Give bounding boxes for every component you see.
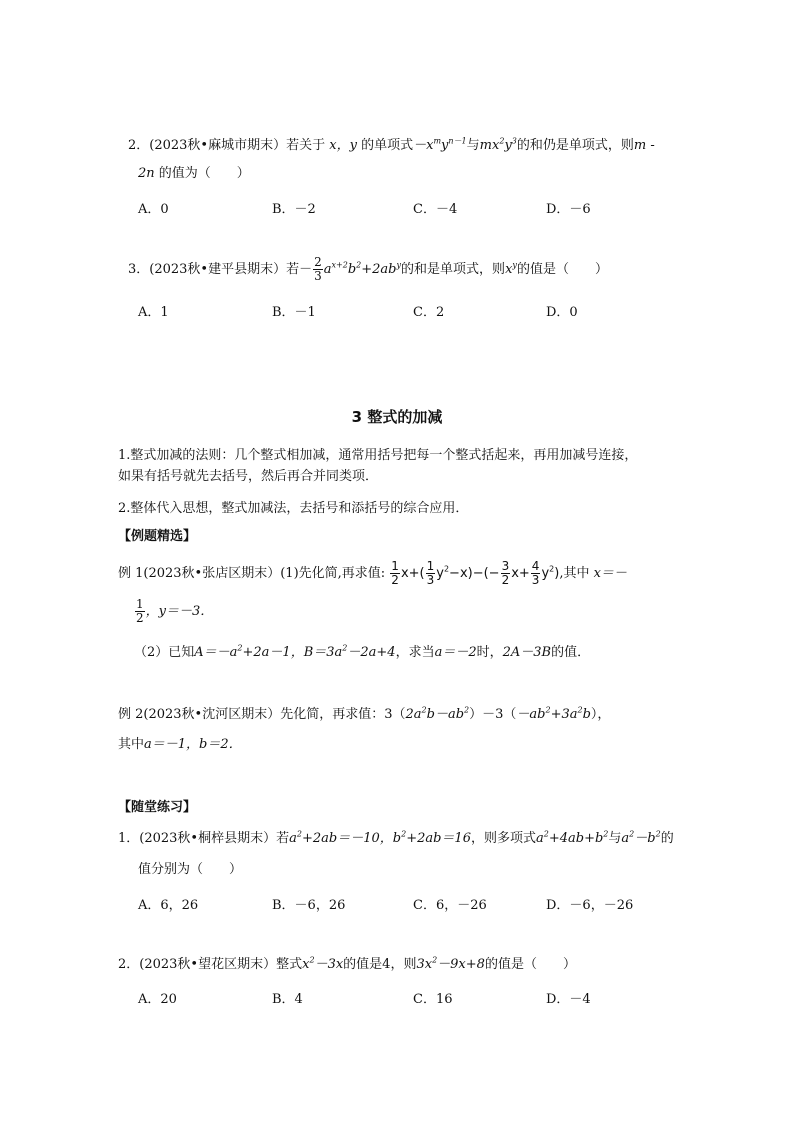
option-b[interactable]: B．－2 bbox=[272, 202, 316, 217]
option-c[interactable]: C．2 bbox=[413, 305, 445, 320]
practice-header: 【随堂练习】 bbox=[118, 800, 197, 815]
expression: $2a^2b-ab^2$ bbox=[405, 705, 470, 722]
condition: ，y＝－3． bbox=[145, 604, 214, 619]
question-text: 若－ bbox=[286, 262, 313, 277]
expression: $a^2-b^2$ bbox=[621, 829, 661, 846]
example-text: （2）已知 bbox=[134, 645, 195, 660]
example-text: ）－3（ bbox=[469, 707, 517, 722]
option-a[interactable]: A．0 bbox=[138, 202, 169, 217]
example-text: 例 1(2023秋•张店区期末）(1)先化简,再求值: bbox=[118, 566, 386, 581]
question-text: 与 bbox=[466, 138, 480, 153]
fraction bbox=[313, 256, 323, 283]
question-number: 1． bbox=[118, 831, 140, 846]
question-text: 的和仍是单项式，则 bbox=[516, 138, 634, 153]
question-number: 2． bbox=[128, 138, 150, 153]
option-d[interactable]: D．0 bbox=[546, 305, 578, 320]
variables: x，y bbox=[329, 138, 357, 153]
expression: $A=-a^2+2a-1$，$B=3a^2-2a+4$ bbox=[194, 643, 396, 660]
expression: $a^2+2ab=-10$，$b^2+2ab=16$ bbox=[289, 829, 471, 846]
option-b[interactable]: B．－1 bbox=[272, 305, 316, 320]
practice-question-2 bbox=[118, 957, 576, 973]
option-b[interactable]: B．－6，26 bbox=[272, 898, 346, 913]
question-text: 整式 bbox=[276, 957, 303, 972]
option-c[interactable]: C．－4 bbox=[413, 202, 458, 217]
numerator: 2 bbox=[314, 255, 322, 269]
example-text: ,其中 bbox=[559, 566, 590, 581]
example-1 bbox=[118, 555, 627, 593]
fraction: $\frac{1}{2}$ bbox=[136, 597, 144, 625]
expression: $x^y$ bbox=[505, 260, 517, 277]
option-a[interactable]: A．6，26 bbox=[138, 898, 199, 913]
denominator: 3 bbox=[314, 269, 322, 283]
rule-paragraph-line1: 1.整式加减的法则：几个整式相加减，通常用括号把每一个整式括起来，再用加减号连接， bbox=[118, 448, 638, 463]
option-d[interactable]: D．－6 bbox=[546, 202, 591, 217]
example-text: 的值． bbox=[551, 645, 591, 660]
question-number: 3． bbox=[128, 262, 150, 277]
question-text: 的 bbox=[660, 831, 674, 846]
question-text: 的单项式 bbox=[361, 138, 414, 153]
question-text: 的值是（ ） bbox=[516, 262, 608, 277]
example-text: 其中 bbox=[118, 737, 145, 752]
question-text: 的值为（ ） bbox=[158, 166, 250, 181]
question-text: 的值是（ ） bbox=[484, 957, 576, 972]
example-text: 例 2(2023秋•沈河区期末）先化简，再求值：3（ bbox=[118, 707, 406, 722]
option-a[interactable]: A．1 bbox=[138, 305, 169, 320]
question-number: 2． bbox=[118, 957, 140, 972]
question-3-top bbox=[128, 255, 608, 285]
example-text: ）， bbox=[590, 707, 611, 722]
question-source: (2023秋•建平县期末） bbox=[149, 262, 287, 277]
question-text: 与 bbox=[608, 831, 622, 846]
expression: $\frac{1}{2}$ x+( $\frac{1}{3}$ $y^2-x)-(-$ $\frac{3}{2}$ x+ $\frac{4}{3}$ $y^2$) bbox=[391, 559, 560, 587]
expression: $-ab^2+3a^2b$ bbox=[516, 705, 591, 722]
expression: $a^{x+2}b^2+2ab^y$ bbox=[323, 260, 402, 277]
example-text: 时， bbox=[476, 645, 503, 660]
option-b[interactable]: B．4 bbox=[272, 992, 303, 1007]
question-text: 的和是单项式，则 bbox=[401, 262, 506, 277]
question-source: (2023秋•麻城市期末） bbox=[149, 138, 287, 153]
question-source: (2023秋•桐梓县期末） bbox=[139, 831, 277, 846]
expression: $x^2-3x$ bbox=[302, 955, 344, 972]
monomial-2: $mx^2y^3$ bbox=[479, 136, 517, 153]
option-d[interactable]: D．－6，－26 bbox=[546, 898, 634, 913]
question-2-top bbox=[128, 138, 655, 154]
question-source: (2023秋•望花区期末） bbox=[139, 957, 277, 972]
practice-question-1 bbox=[118, 831, 674, 847]
example-text: ，求当 bbox=[395, 645, 435, 660]
practice-question-1-line2: 值分别为（ ） bbox=[138, 862, 243, 877]
condition: a＝－2 bbox=[434, 645, 477, 660]
question-2-line2 bbox=[138, 166, 250, 182]
section-title: 3 整式的加减 bbox=[351, 408, 443, 426]
examples-header: 【例题精选】 bbox=[118, 529, 197, 544]
example-2-condition bbox=[118, 737, 242, 753]
expression: $3x^2-9x+8$ bbox=[416, 955, 485, 972]
example-1-condition bbox=[134, 597, 213, 627]
question-text: 若关于 bbox=[286, 138, 326, 153]
option-c[interactable]: C．16 bbox=[413, 992, 453, 1007]
option-d[interactable]: D．－4 bbox=[546, 992, 591, 1007]
rule-paragraph-line2: 如果有括号就先去括号，然后再合并同类项． bbox=[118, 469, 379, 484]
expression: 2A－3B bbox=[502, 645, 552, 660]
monomial-1: $-x^my^{n-1}$ bbox=[413, 136, 467, 153]
option-a[interactable]: A．20 bbox=[138, 992, 177, 1007]
option-c[interactable]: C．6，－26 bbox=[413, 898, 487, 913]
question-text: 若 bbox=[276, 831, 290, 846]
condition: x＝－ bbox=[593, 566, 627, 581]
question-text: ，则多项式 bbox=[470, 831, 536, 846]
method-paragraph: 2.整体代入思想，整式加减法，去括号和添括号的综合应用． bbox=[118, 501, 469, 516]
expression: m - bbox=[633, 138, 655, 153]
example-2 bbox=[118, 707, 610, 723]
expression: $a^2+4ab+b^2$ bbox=[535, 829, 609, 846]
condition: a＝－1，b＝2． bbox=[144, 737, 242, 752]
question-text: 的值是4，则 bbox=[343, 957, 417, 972]
expression: 2n bbox=[138, 166, 155, 181]
example-1-part2 bbox=[134, 645, 590, 661]
